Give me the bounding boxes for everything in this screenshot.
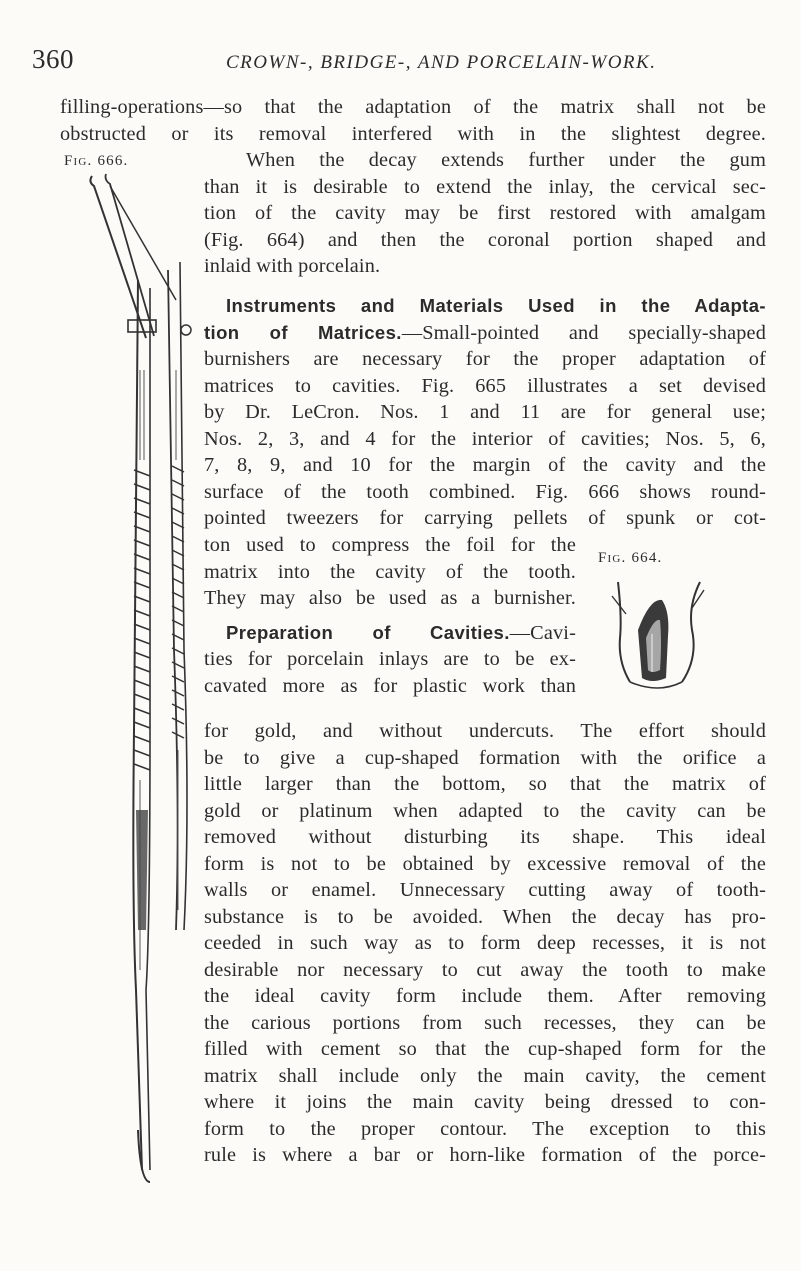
figure-664-label: Fig. 664. bbox=[598, 550, 663, 566]
section-instruments bbox=[204, 293, 766, 532]
figure-666-label: Fig. 666. bbox=[64, 153, 129, 169]
narrow-block bbox=[204, 532, 576, 699]
running-head: CROWN-, BRIDGE-, AND PORCELAIN-WORK. bbox=[226, 52, 657, 73]
tweezers-figure-666 bbox=[76, 170, 194, 1190]
text-line: the ideal cavity form include them. After removing bbox=[204, 985, 766, 1007]
text-line: (Fig. 664) and then the coronal portion shaped and bbox=[204, 228, 766, 251]
text-line: ton used to compress the foil for the bbox=[204, 534, 576, 556]
text-line: little larger than the bottom, so that the matrix of bbox=[204, 773, 766, 795]
text-line: than it is desirable to extend the inlay, the cervical sec- bbox=[204, 175, 766, 198]
text-line: pointed tweezers for carrying pellets of spunk or cot- bbox=[204, 507, 766, 529]
text-line: by Dr. LeCron. Nos. 1 and 11 are for general use; bbox=[204, 401, 766, 423]
text-line: matrix shall include only the main cavity, the cement bbox=[204, 1064, 766, 1087]
section-heading: Instruments and Materials Used in the Adapta- bbox=[226, 295, 766, 316]
text-line: the carious portions from such recesses, they can be bbox=[204, 1011, 766, 1034]
text-line: burnishers are necessary for the proper adaptation of bbox=[204, 348, 766, 370]
text-line: form to the proper contour. The exception to this bbox=[204, 1117, 766, 1140]
text-line: When the decay extends further under the gum bbox=[246, 149, 766, 171]
text-line: substance is to be avoided. When the decay has pro- bbox=[204, 905, 766, 928]
text-line: form is not to be obtained by excessive removal of the bbox=[204, 852, 766, 875]
text-line: 7, 8, 9, and 10 for the margin of the cavity and the bbox=[204, 454, 766, 476]
text-line: tion of Matrices.—Small-pointed and specially-shaped bbox=[204, 321, 766, 344]
intro-block bbox=[60, 94, 766, 147]
text-line: Nos. 2, 3, and 4 for the interior of cavities; Nos. 5, 6, bbox=[204, 427, 766, 450]
section-heading: Preparation of Cavities.—Cavi- bbox=[226, 621, 576, 644]
text-line: obstructed or its removal interfered with in the slightest degree. bbox=[60, 122, 766, 145]
text-line: inlaid with porcelain. bbox=[204, 255, 381, 277]
text-line: cavated more as for plastic work than bbox=[204, 674, 576, 697]
text-line: walls or enamel. Unnecessary cutting away of tooth- bbox=[204, 879, 766, 901]
text-line: ties for porcelain inlays are to be ex- bbox=[204, 648, 576, 670]
text-line: matrices to cavities. Fig. 665 illustrates a set devised bbox=[204, 374, 766, 397]
text-line: removed without disturbing its shape. This ideal bbox=[204, 826, 766, 848]
text-line: filling-operations—so that the adaptation of the matrix shall not be bbox=[60, 96, 766, 118]
page-number: 360 bbox=[32, 44, 74, 74]
text-line: filled with cement so that the cup-shaped form for the bbox=[204, 1038, 766, 1060]
paragraph-block bbox=[204, 147, 766, 280]
text-line: ceeded in such way as to form deep recesses, it is not bbox=[204, 932, 766, 954]
text-line: They may also be used as a burnisher. bbox=[204, 587, 576, 609]
paragraph-block bbox=[204, 718, 766, 1169]
tooth-figure-664 bbox=[608, 578, 708, 690]
text-line: matrix into the cavity of the tooth. bbox=[204, 560, 576, 583]
text-line: gold or platinum when adapted to the cavity can be bbox=[204, 799, 766, 822]
text-line: rule is where a bar or horn-like formation of the porce- bbox=[204, 1144, 766, 1166]
text-line: tion of the cavity may be first restored with amalgam bbox=[204, 202, 766, 224]
text-line: where it joins the main cavity being dressed to con- bbox=[204, 1091, 766, 1113]
text-line: be to give a cup-shaped formation with the orifice a bbox=[204, 746, 766, 769]
text-line: for gold, and without undercuts. The effort should bbox=[204, 720, 766, 742]
text-line: desirable nor necessary to cut away the tooth to make bbox=[204, 958, 766, 981]
text-line: surface of the tooth combined. Fig. 666 shows round- bbox=[204, 480, 766, 503]
